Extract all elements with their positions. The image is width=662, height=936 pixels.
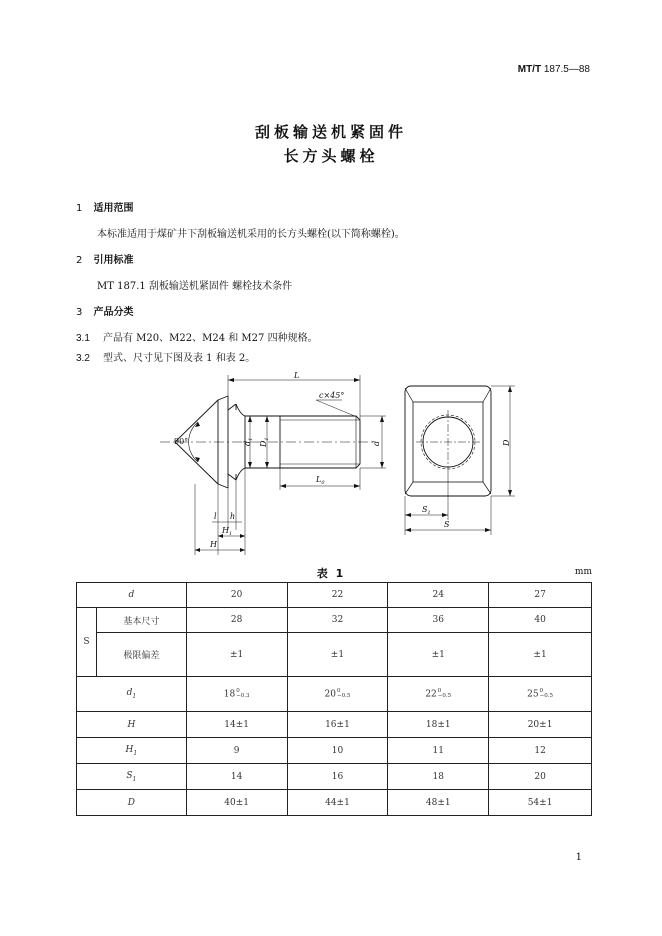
svg-text:H: H (210, 540, 217, 549)
section-1-body: 本标准适用于煤矿井下刮板输送机采用的长方头螺栓(以下简称螺栓)。 (97, 229, 405, 240)
svg-text:d1: $d_1$ (243, 437, 254, 446)
svg-text:H1: $H_1$ (222, 526, 233, 537)
svg-text:D1: $D_1$ (259, 437, 270, 447)
svg-text:L: L (294, 371, 300, 380)
page-number: 1 (575, 852, 582, 863)
svg-text:S: S (444, 520, 450, 529)
row-label-S1: $S_1$ (77, 764, 187, 790)
table-row: 极限偏差 ±1 ±1 ±1 ±1 (77, 633, 592, 677)
table-title: 表 1 (316, 567, 346, 580)
table-row: $d_1$ 18 0 −0.3 20 0 −0.5 22 0 −0.5 25 0 −0.5 (77, 677, 592, 712)
table-row: D 40±1 44±1 48±1 54±1 (77, 790, 592, 816)
table-row: $H_1$ 9 10 11 12 (77, 738, 592, 764)
table-row: d 20 22 24 27 (77, 583, 592, 608)
section-1-heading: 1 适用范围 (76, 203, 134, 214)
svg-text:D: D (502, 439, 511, 446)
clause-3-2: 3.2 型式、尺寸见下图及表 1 和表 2。 (76, 353, 256, 364)
row-label-d1: $d_1$ (77, 677, 187, 712)
row-label-D: D (77, 790, 187, 816)
table-row: H 14±1 16±1 18±1 20±1 (77, 712, 592, 738)
table-row: $S_1$ 14 16 18 20 (77, 764, 592, 790)
row-label-S: S (77, 608, 97, 677)
svg-text:d: d (372, 440, 381, 446)
standard-code: MT/T 187.5—88 (517, 64, 590, 75)
row-label-d: d (77, 583, 187, 608)
bolt-drawing (150, 370, 530, 560)
section-2-body: MT 187.1 刮板输送机紧固件 螺栓技术条件 (97, 281, 293, 292)
document-title: 刮板输送机紧固件 (254, 123, 407, 141)
svg-text:L0: $L_0$ (316, 475, 325, 486)
section-2-heading: 2 引用标准 (76, 255, 134, 266)
svg-text:h: h (230, 512, 236, 521)
svg-text:S1: $S_1$ (422, 505, 431, 516)
clause-3-1: 3.1 产品有 M20、M22、M24 和 M27 四种规格。 (76, 333, 318, 344)
table-unit: mm (574, 567, 592, 577)
svg-text:c×45°: c×45° (319, 391, 345, 400)
dimension-table (76, 582, 592, 816)
document-subtitle: 长方头螺栓 (283, 147, 379, 165)
section-3-heading: 3 产品分类 (76, 307, 134, 318)
table-row: S 基本尺寸 28 32 36 40 (77, 608, 592, 633)
row-label-H1: $H_1$ (77, 738, 187, 764)
svg-text:l: l (214, 512, 217, 521)
row-label-H: H (77, 712, 187, 738)
svg-text:90°: 90° (174, 437, 189, 446)
